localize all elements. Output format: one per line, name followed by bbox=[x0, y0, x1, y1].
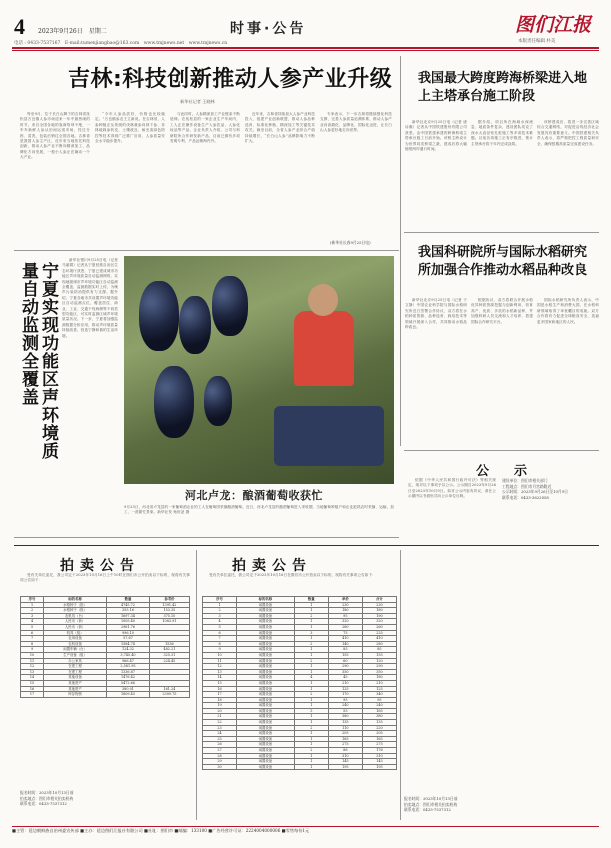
divider bbox=[404, 450, 599, 451]
table-cell: 闲置设备 bbox=[237, 641, 295, 647]
table-cell: 1 bbox=[294, 753, 328, 759]
table-cell: 380.01 bbox=[107, 686, 150, 692]
table-cell: 闲置设备 bbox=[237, 636, 295, 642]
table-cell: 125 bbox=[328, 686, 362, 692]
table-cell: 库存物资 bbox=[44, 692, 107, 698]
table-cell: 闲置设备 bbox=[237, 664, 295, 670]
grape-harvest-photo bbox=[124, 256, 394, 484]
table-cell: 180 bbox=[362, 675, 396, 681]
notice-line: 建设单位：图们市相关部门 bbox=[502, 478, 548, 483]
table-cell: 1391.42 bbox=[149, 602, 189, 608]
auction-footer-line: 拍卖地点：图们市相关拍卖机构 bbox=[20, 795, 74, 801]
grape-cluster bbox=[212, 276, 248, 336]
bridge-col-2: 据介绍，项目所在海域水深流急、地质条件复杂，建设团队攻克了深水大直径钻孔桩施工等多项技术难题。目前各项施工正有序推进，预计主塔承台将于年内完成浇筑。 bbox=[471, 120, 533, 146]
divider bbox=[14, 545, 599, 546]
table-header-cell: 标的名称 bbox=[237, 597, 295, 603]
table-cell: 1 bbox=[294, 736, 328, 742]
table-cell: 2 bbox=[294, 613, 328, 619]
table-cell: 290 bbox=[362, 664, 396, 670]
table-cell: 13 bbox=[203, 669, 237, 675]
worker-head bbox=[308, 284, 338, 316]
table-cell: 29 bbox=[203, 759, 237, 765]
table-cell: 其他资产 bbox=[44, 680, 107, 686]
bridge-headline: 我国最大跨度跨海桥梁进入地上主塔承台施工阶段 bbox=[418, 71, 588, 104]
table-cell: 10 bbox=[21, 652, 44, 658]
table-cell: 165 bbox=[328, 736, 362, 742]
table-cell: 5 bbox=[203, 624, 237, 630]
table-cell: 1005.40 bbox=[107, 619, 150, 625]
auction-1-table bbox=[20, 596, 190, 698]
table-cell: 4 bbox=[294, 675, 328, 681]
table-cell: 240 bbox=[362, 703, 396, 709]
table-cell: 4745.72 bbox=[107, 602, 150, 608]
table-cell: 1 bbox=[294, 714, 328, 720]
table-cell: 2 bbox=[294, 692, 328, 698]
table-cell: 其他资产 bbox=[44, 686, 107, 692]
table-cell: 15 bbox=[203, 680, 237, 686]
table-cell: 355.16 bbox=[107, 608, 150, 614]
table-cell: 1 bbox=[294, 759, 328, 765]
table-cell: 16 bbox=[21, 686, 44, 692]
table-cell: 135 bbox=[362, 720, 396, 726]
table-row bbox=[203, 764, 397, 770]
table-cell: 3 bbox=[294, 630, 328, 636]
table-cell: 闲置设备 bbox=[237, 753, 295, 759]
table-cell: 155 bbox=[362, 652, 396, 658]
auction-2-table bbox=[202, 596, 397, 770]
table-cell: 482.21 bbox=[149, 647, 189, 653]
header-rule bbox=[12, 47, 599, 49]
table-cell: 320 bbox=[328, 619, 362, 625]
table-cell: 1 bbox=[294, 742, 328, 748]
photo-text: 9月25日，河北省卢龙县的一家葡萄酒企业的工人在葡萄园采摘酿酒葡萄。近日，河北卢龙县的酿酒葡萄进入采收期，当地葡萄种植户和企业抢抓农时采摘、运输、加工，一派繁忙景象。新华社发 杨世尧 摄 bbox=[124, 505, 394, 515]
table-cell: 275 bbox=[362, 742, 396, 748]
table-row bbox=[21, 692, 190, 698]
table-cell: 225 bbox=[362, 630, 396, 636]
newspaper-logo: 图们江报 bbox=[515, 14, 592, 36]
table-cell: 11 bbox=[203, 658, 237, 664]
table-cell: 2 bbox=[294, 658, 328, 664]
table-cell: 380 bbox=[362, 714, 396, 720]
rice-headline: 我国科研院所与国际水稻研究所加强合作推动水稻品种改良 bbox=[418, 245, 588, 278]
table-cell: 161.24 bbox=[149, 686, 189, 692]
table-cell: 24 bbox=[203, 731, 237, 737]
table-cell: 闲置设备 bbox=[237, 686, 295, 692]
photo-caption: 河北卢龙：酿酒葡萄收获忙 bbox=[185, 489, 323, 502]
page-editor: 本版责任编辑 朴美 bbox=[518, 39, 556, 44]
auction-footer-line: 联系电话：0433-7537312 bbox=[20, 801, 67, 807]
bridge-col-3: 该桥建成后，将进一步完善区域综合交通网络，对促进沿线经济社会发展具有重要意义。中国铁建相关负责人表示，将严格把控工程质量和安全，确保按期高质量完成建设任务。 bbox=[537, 120, 599, 146]
table-cell: 966.47 bbox=[107, 658, 150, 664]
table-header-cell: 数量 bbox=[107, 597, 150, 603]
table-cell: 1 bbox=[294, 686, 328, 692]
table-cell: 340 bbox=[362, 692, 396, 698]
table-cell: 1 bbox=[294, 652, 328, 658]
table-cell: 闲置设备 bbox=[237, 602, 295, 608]
table-cell: 2 bbox=[294, 748, 328, 754]
table-cell: 88 bbox=[328, 748, 362, 754]
table-cell: 闲置设备 bbox=[237, 764, 295, 770]
table-cell: 205 bbox=[362, 731, 396, 737]
table-cell: 57.67 bbox=[107, 636, 150, 642]
table-cell: 闲置设备 bbox=[237, 720, 295, 726]
table-cell: 205 bbox=[328, 731, 362, 737]
table-cell: 230 bbox=[362, 602, 396, 608]
auction-1-footer bbox=[20, 790, 190, 807]
auction-1-title: 拍卖公告 bbox=[60, 558, 140, 574]
table-cell: 95 bbox=[328, 697, 362, 703]
header-rule-thin bbox=[12, 50, 599, 51]
divider bbox=[14, 250, 399, 251]
auction-2-intro: 受有关单位委托，我公司定于2023年10月16日在图们市公开拍卖以下标的，现将有关事项公告如下： bbox=[209, 573, 376, 577]
table-cell: 3 bbox=[203, 613, 237, 619]
auction-2-footer bbox=[404, 796, 599, 813]
table-header-cell: 参考价 bbox=[149, 597, 189, 603]
table-cell: 闲置设备 bbox=[237, 703, 295, 709]
table-cell: 18 bbox=[203, 697, 237, 703]
notice-details bbox=[502, 478, 597, 500]
table-cell: 水稻种子（批） bbox=[44, 602, 107, 608]
notice-text: 依据《中华人民共和国行政许可法》等相关规定，现对以下事项予以公示。公示期自2023年9月26日至2023年10月9日。如对公示内容有异议，请在公示期内以书面形式向公示单位反映。 bbox=[408, 478, 496, 499]
rice-col-2: 根据协议，双方将联合开展水稻优异种质资源挖掘与创新利用，培育高产、优质、多抗的水稻新品种，并加强科研人员交流和人才培养，搭建国际合作研究平台。 bbox=[471, 298, 533, 324]
table-cell: 25 bbox=[203, 736, 237, 742]
table-cell: 85 bbox=[362, 647, 396, 653]
table-cell: 1697.34 bbox=[107, 613, 150, 619]
rice-col-1: 新华社北京9月25日电（记者 于文静）中国农业科学院与国际水稻研究所近日签署合作协议，双方将在水稻种质资源、品种选育、栽培技术等领域开展深入合作，共同推动水稻品种改良。 bbox=[405, 298, 467, 330]
table-cell: 农机具（台） bbox=[44, 613, 107, 619]
table-cell: 1 bbox=[294, 624, 328, 630]
rice-col-3: 国际水稻研究所负责人表示，中国是水稻生产和消费大国，在水稻科研领域取得了举世瞩目的成就。双方合作将有力促进全球粮食安全，造福更多国家和地区的人民。 bbox=[537, 298, 599, 324]
table-cell: 闲置设备 bbox=[237, 714, 295, 720]
divider bbox=[404, 232, 599, 233]
lead-headline: 吉林:科技创新推动人参产业升级 bbox=[68, 67, 393, 92]
table-cell: 1584.74 bbox=[107, 641, 150, 647]
table-header-cell: 单价 bbox=[328, 597, 362, 603]
table-cell: 17 bbox=[203, 692, 237, 698]
table-cell: 1536 bbox=[149, 641, 189, 647]
table-cell: 1 bbox=[294, 731, 328, 737]
ningxia-text: 新华社银川9月25日电（记者 马丽娟）记者从宁夏回族自治区生态环境厅获悉，宁夏已建成城市功能区声环境质量自动监测网络，实现地级城市声环境功能区自动监测全覆盖，监测数据实时上传，为噪声污染防治提供有力支撑。据介绍，宁夏各地市共设置声环境功能区自动监测点位，覆盖居住、商业、工业、交通干线两侧等不同类型功能区，可实时监测区域声环境质量状况。下一步，宁夏将加强监测数据分析应用，推动声环境质量持续改善，营造宁静和谐的生活环境。 bbox=[62, 258, 118, 338]
page-footer: ■主管：延边朝鲜族自治州委宣传部 ■主办：延边图们江报社有限公司 ■社址：图们市 ■邮编：133100 ■广告经营许可证：2224004000006 ■零售每份1元 bbox=[12, 826, 599, 834]
table-cell: 10 bbox=[203, 652, 237, 658]
grape-cluster bbox=[154, 366, 194, 438]
table-cell: 6 bbox=[203, 630, 237, 636]
table-cell: 155 bbox=[328, 652, 362, 658]
table-cell: 1 bbox=[294, 647, 328, 653]
table-header-cell: 序号 bbox=[21, 597, 44, 603]
table-cell: 13 bbox=[21, 669, 44, 675]
table-cell: 12 bbox=[21, 664, 44, 670]
table-cell: 1 bbox=[294, 720, 328, 726]
table-cell: 230 bbox=[328, 602, 362, 608]
table-cell: 110 bbox=[328, 725, 362, 731]
table-cell: 11 bbox=[21, 658, 44, 664]
table-cell: 闲置设备 bbox=[237, 759, 295, 765]
table-cell: 1 bbox=[294, 669, 328, 675]
table-cell: 165 bbox=[362, 736, 396, 742]
table-cell: 1 bbox=[21, 602, 44, 608]
table-cell: 生产设备（组） bbox=[44, 652, 107, 658]
table-cell: 3 bbox=[294, 708, 328, 714]
table-cell: 176 bbox=[362, 748, 396, 754]
worker-figure bbox=[294, 311, 354, 386]
table-cell: 4 bbox=[21, 619, 44, 625]
table-cell: 8 bbox=[21, 641, 44, 647]
table-cell: 19 bbox=[203, 703, 237, 709]
table-cell: 闲置设备 bbox=[237, 675, 295, 681]
lead-col-1: 每至9月，位于长白山脚下的吉林省抚松县万良镇人参市场迎来一年中最热闹的时节。来自全国各地的客商络绎不绝，一车车新鲜人参从田间运抵市场，经过分拣、清洗、包装后销往全国各地。吉林省是我国人参主产区，近年来当地依托科技创新，推动人参产业不断向精深加工、品牌化方向发展，一根小人参正在撬动一个大产业。 bbox=[20, 112, 90, 160]
table-cell: 闲置设备 bbox=[237, 742, 295, 748]
table-cell: 2300.75 bbox=[149, 692, 189, 698]
table-cell: 26 bbox=[203, 742, 237, 748]
table-cell: 闲置设备 bbox=[237, 725, 295, 731]
table-cell: 1 bbox=[294, 764, 328, 770]
auction-footer-line: 报名时间：2023年10月13日前 bbox=[404, 796, 458, 801]
table-cell: 1 bbox=[294, 636, 328, 642]
table-cell: 闲置设备 bbox=[237, 736, 295, 742]
table-cell: 闲置设备 bbox=[237, 692, 295, 698]
table-cell: 闲置设备 bbox=[237, 669, 295, 675]
table-cell: 180 bbox=[362, 608, 396, 614]
table-cell: 其他设备 bbox=[44, 675, 107, 681]
table-cell: 85 bbox=[328, 647, 362, 653]
bridge-col-1: 新华社北京9月25日电（记者 唐诗凝）记者从中国铁建股份有限公司获悉，由中国铁建承建的跨海桥梁主塔承台施工日前开始。该桥主跨设计为世界同类桥梁之最，建成后将大幅缩短两岸通行时间。 bbox=[405, 120, 467, 152]
table-cell: 16 bbox=[203, 686, 237, 692]
table-cell: 125 bbox=[362, 686, 396, 692]
table-cell: 23 bbox=[203, 725, 237, 731]
table-cell: 55 bbox=[328, 708, 362, 714]
lead-byline: 新华社记者 王晓林 bbox=[180, 99, 215, 104]
divider bbox=[14, 537, 399, 538]
issue-date: 2023年9月26日 星期二 bbox=[38, 28, 107, 35]
table-cell: 5 bbox=[21, 624, 44, 630]
ningxia-headline: 宁夏实现功能区声环境质量自动监测全覆盖 bbox=[18, 262, 58, 460]
table-cell: 410 bbox=[362, 636, 396, 642]
table-cell: 机具（组） bbox=[44, 630, 107, 636]
table-header-cell: 合计 bbox=[362, 597, 396, 603]
grape-basket bbox=[274, 406, 384, 466]
auction-1-intro: 受有关单位委托，我公司定于2023年10月16日上午10时在图们市公开拍卖以下标的，现将有关事项公告如下： bbox=[20, 573, 190, 583]
divider bbox=[196, 550, 197, 820]
lead-col-2: “今年人参品质好，价格也比较稳定。”万良镇参农王立新说。在吉林省，人参种植正从传统的伐林栽参向林下参、非林地栽参转变，土壤改良、病虫害绿色防控等技术得到广泛推广应用，人参质量安全水平稳步提升。 bbox=[95, 112, 165, 144]
table-cell: 在建工程 bbox=[44, 669, 107, 675]
contact-line: 电话 : 0433-7537167 E-mail:tumenjiangbao@163.com www.tmjnews.net www.tmjnews.cn bbox=[14, 41, 228, 46]
table-cell: 闲置设备 bbox=[237, 697, 295, 703]
table-cell: 95 bbox=[328, 613, 362, 619]
table-cell: 15 bbox=[21, 680, 44, 686]
table-cell: 310 bbox=[328, 753, 362, 759]
table-cell: 45 bbox=[328, 675, 362, 681]
table-cell: 1609.43 bbox=[107, 692, 150, 698]
table-cell: 2 bbox=[294, 641, 328, 647]
table-cell: 闲置车辆（台） bbox=[44, 647, 107, 653]
table-cell: 3 bbox=[21, 613, 44, 619]
table-cell: 人民币（套） bbox=[44, 624, 107, 630]
table-cell: 14 bbox=[21, 675, 44, 681]
table-cell: 农机设备 bbox=[44, 641, 107, 647]
table-cell: 9 bbox=[21, 647, 44, 653]
table-cell: 310 bbox=[362, 753, 396, 759]
table-cell: 95 bbox=[362, 697, 396, 703]
table-cell: 在建工程 bbox=[44, 664, 107, 670]
table-cell: 996.10 bbox=[107, 630, 150, 636]
table-cell: 135 bbox=[328, 720, 362, 726]
table-cell: 闲置设备 bbox=[237, 613, 295, 619]
table-cell: 260 bbox=[362, 624, 396, 630]
table-cell: 27 bbox=[203, 748, 237, 754]
page-number: 4 bbox=[14, 14, 25, 39]
table-cell: 224.45 bbox=[149, 658, 189, 664]
table-cell: 农用设备 bbox=[44, 636, 107, 642]
table-cell: 2 bbox=[294, 725, 328, 731]
table-cell: 闲置设备 bbox=[237, 708, 295, 714]
table-cell: 20 bbox=[203, 708, 237, 714]
lead-col-3: 与此同时，人参精深加工产业链条不断延伸。在抚松县的一家企业生产车间内，工人正在操作设备生产人参饮品、人参化妆品等产品。企业负责人介绍，公司与科研院所合作研发新产品，目前已拥有多项发明专利，产品远销海内外。 bbox=[170, 112, 240, 144]
table-cell: 2961.76 bbox=[107, 624, 150, 630]
table-cell: 1 bbox=[294, 608, 328, 614]
table-cell: 闲置设备 bbox=[237, 658, 295, 664]
table-cell: 375.10 bbox=[149, 613, 189, 619]
lead-col-4: 近年来，吉林省持续加大人参产业科技投入，组建产业创新联盟，推动人参品种选育、标准化种植、精深加工等关键技术攻关。截至目前，全省人参产业综合产值持续增长，“长白山人参”品牌影响力不断扩大。 bbox=[245, 112, 315, 144]
table-cell: 28 bbox=[203, 753, 237, 759]
notice-line: 公示时间：2023年9月26日至10月9日 bbox=[502, 489, 568, 495]
table-cell: 5472.66 bbox=[107, 680, 150, 686]
table-cell: 闲置设备 bbox=[237, 647, 295, 653]
table-cell: 1 bbox=[294, 703, 328, 709]
table-cell: 闲置设备 bbox=[237, 680, 295, 686]
table-cell: 4 bbox=[203, 619, 237, 625]
table-cell: 325.31 bbox=[149, 652, 189, 658]
table-header-cell: 数量 bbox=[294, 597, 328, 603]
table-cell: 290 bbox=[328, 664, 362, 670]
table-cell: 120 bbox=[362, 658, 396, 664]
table-cell: 165 bbox=[362, 708, 396, 714]
grape-cluster bbox=[139, 281, 179, 351]
table-cell: 3,745.40 bbox=[107, 652, 150, 658]
auction-footer-line: 报名时间：2023年10月13日前 bbox=[20, 790, 74, 795]
table-cell: 22 bbox=[203, 720, 237, 726]
lead-col-5: 专家表示，下一步吉林将继续强化科技支撑，完善人参质量追溯体系，推动人参产业向高端化、品牌化、国际化迈进，让长白山人参更好地走向世界。 bbox=[320, 112, 392, 133]
table-cell: 380 bbox=[328, 714, 362, 720]
table-cell: 30 bbox=[203, 764, 237, 770]
table-cell: 闲置设备 bbox=[237, 652, 295, 658]
table-cell: 7 bbox=[21, 636, 44, 642]
table-cell: 闲置设备 bbox=[237, 608, 295, 614]
table-cell: 1336.87 bbox=[107, 669, 150, 675]
table-cell: 1083.91 bbox=[149, 619, 189, 625]
table-cell: 1 bbox=[294, 664, 328, 670]
notice-title: 公 示 bbox=[476, 464, 534, 479]
lead-dateline: (新华社长春9月25日电) bbox=[330, 240, 371, 245]
table-cell: 210 bbox=[328, 680, 362, 686]
table-cell: 124.32 bbox=[107, 647, 150, 653]
table-cell: 240 bbox=[328, 703, 362, 709]
table-cell: 195 bbox=[362, 764, 396, 770]
table-cell: 220 bbox=[362, 725, 396, 731]
table-cell: 人民币（套） bbox=[44, 619, 107, 625]
table-header-cell: 标的名称 bbox=[44, 597, 107, 603]
table-cell: 闲置设备 bbox=[237, 630, 295, 636]
divider bbox=[400, 56, 401, 446]
table-cell: 60 bbox=[328, 658, 362, 664]
grape-cluster bbox=[204, 376, 232, 426]
section-title: 时事·公告 bbox=[230, 21, 307, 37]
table-cell: 210 bbox=[362, 680, 396, 686]
table-cell: 145 bbox=[362, 759, 396, 765]
table-cell: 410 bbox=[328, 636, 362, 642]
table-cell: 275 bbox=[328, 742, 362, 748]
table-cell: 闲置设备 bbox=[237, 619, 295, 625]
table-cell: 21 bbox=[203, 714, 237, 720]
table-header-cell: 序号 bbox=[203, 597, 237, 603]
table-cell: 195 bbox=[328, 764, 362, 770]
table-cell: 180 bbox=[328, 608, 362, 614]
table-cell: 1 bbox=[294, 619, 328, 625]
table-cell: 闲置设备 bbox=[237, 731, 295, 737]
table-cell: 1 bbox=[203, 602, 237, 608]
table-cell: 闲置设备 bbox=[237, 624, 295, 630]
divider bbox=[400, 550, 401, 820]
grape-cluster bbox=[179, 296, 211, 354]
table-cell: 2,581.95 bbox=[107, 664, 150, 670]
table-cell: 280 bbox=[362, 641, 396, 647]
table-cell: 6 bbox=[21, 630, 44, 636]
table-cell: 153.35 bbox=[149, 608, 189, 614]
table-cell: 办公家具 bbox=[44, 658, 107, 664]
notice-line: 工程地点：图们市月宫路附近 bbox=[502, 483, 552, 489]
table-cell: 75 bbox=[328, 630, 362, 636]
auction-footer-line: 联系电话：0433-7537312 bbox=[404, 807, 451, 813]
table-cell: 12 bbox=[203, 664, 237, 670]
table-cell: 350 bbox=[362, 669, 396, 675]
notice-line: 联系电话：0433-3622058 bbox=[502, 494, 549, 500]
table-cell: 14 bbox=[203, 675, 237, 681]
table-cell: 闲置设备 bbox=[237, 748, 295, 754]
table-cell: 17 bbox=[21, 692, 44, 698]
table-cell: 水稻种子（批） bbox=[44, 608, 107, 614]
table-cell: 1 bbox=[294, 602, 328, 608]
table-cell: 9 bbox=[203, 647, 237, 653]
table-cell: 1 bbox=[294, 697, 328, 703]
table-cell: 2 bbox=[21, 608, 44, 614]
table-cell: 1476.42 bbox=[107, 675, 150, 681]
auction-footer-line: 拍卖地点：图们市相关拍卖机构 bbox=[404, 801, 458, 807]
table-cell: 7 bbox=[203, 636, 237, 642]
table-cell: 350 bbox=[328, 669, 362, 675]
table-cell: 190 bbox=[362, 613, 396, 619]
table-cell: 145 bbox=[328, 759, 362, 765]
table-cell: 170 bbox=[328, 692, 362, 698]
auction-2-title: 拍卖公告 bbox=[232, 558, 312, 574]
table-cell: 8 bbox=[203, 641, 237, 647]
table-cell: 1 bbox=[294, 680, 328, 686]
table-cell: 2 bbox=[203, 608, 237, 614]
table-cell: 140 bbox=[328, 641, 362, 647]
table-cell: 320 bbox=[362, 619, 396, 625]
table-cell: 260 bbox=[328, 624, 362, 630]
